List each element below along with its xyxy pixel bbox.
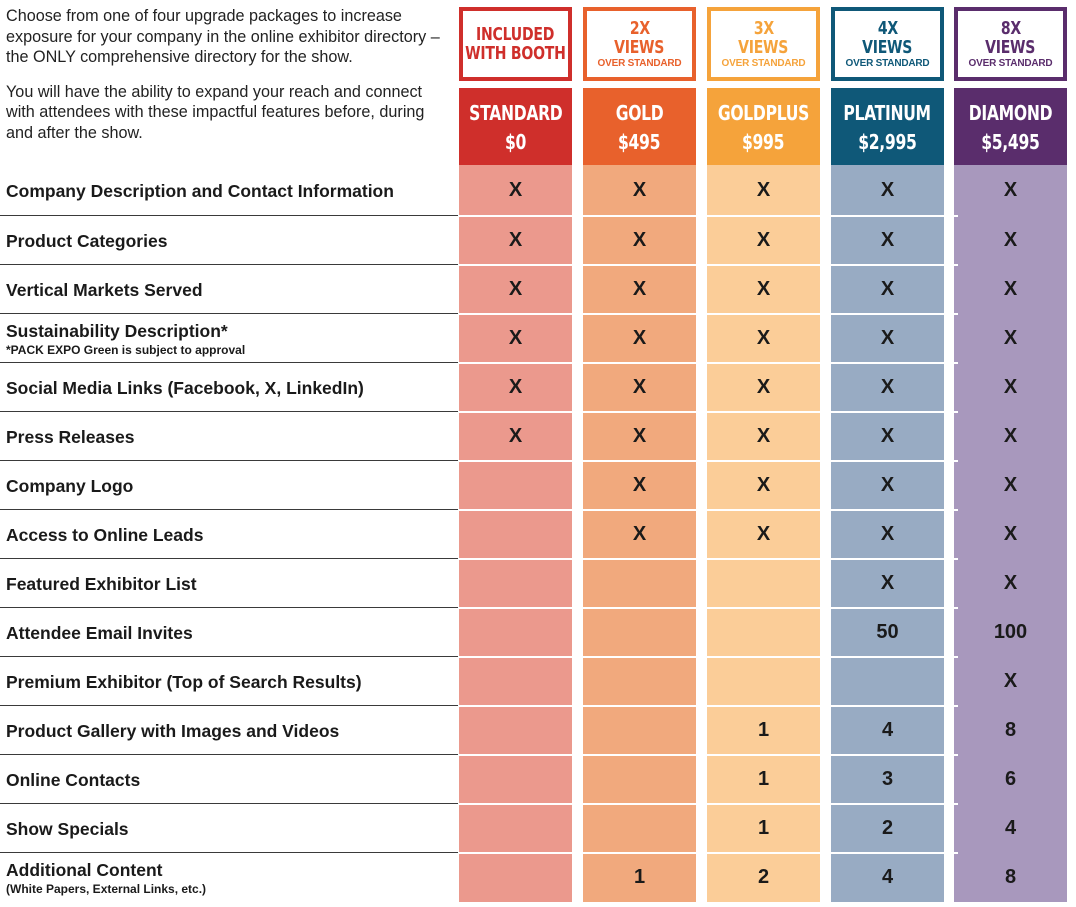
package-price: $995 bbox=[742, 130, 785, 154]
feature-label bbox=[6, 265, 446, 314]
package-price: $5,495 bbox=[981, 130, 1040, 154]
feature-value-diamond: X bbox=[1003, 327, 1018, 349]
feature-value-gold: X bbox=[632, 523, 647, 545]
feature-value-diamond: 6 bbox=[1004, 768, 1017, 790]
feature-name: Vertical Markets Served bbox=[6, 279, 203, 300]
package-name: GOLDPLUS bbox=[717, 101, 810, 125]
feature-name: Sustainability Description* bbox=[6, 320, 228, 341]
feature-value-goldplus: X bbox=[756, 474, 771, 496]
feature-name: Online Contacts bbox=[6, 769, 141, 790]
feature-value-gold: X bbox=[632, 327, 647, 349]
views-label: VIEWS bbox=[985, 36, 1036, 58]
views-subtitle: OVER STANDARD bbox=[968, 57, 1053, 69]
feature-value-diamond: 4 bbox=[1004, 817, 1017, 839]
feature-value-diamond: 8 bbox=[1004, 719, 1017, 741]
feature-label bbox=[6, 559, 446, 608]
feature-value-platinum: X bbox=[880, 425, 895, 447]
feature-name: Product Categories bbox=[6, 230, 168, 251]
feature-value-diamond: X bbox=[1003, 179, 1018, 201]
feature-label bbox=[6, 461, 446, 510]
feature-value-diamond: X bbox=[1003, 474, 1018, 496]
intro-paragraph-2: You will have the ability to expand your reach and connect with attendees with these impactful features before, during and after the show. bbox=[6, 82, 425, 142]
feature-note: *PACK EXPO Green is subject to approval bbox=[6, 342, 246, 357]
feature-value-gold: X bbox=[632, 376, 647, 398]
views-multiplier: 8X bbox=[1000, 17, 1021, 39]
package-header-standard bbox=[459, 7, 572, 161]
feature-value-platinum: X bbox=[880, 376, 895, 398]
feature-label bbox=[6, 363, 446, 412]
views-badge-diamond bbox=[954, 7, 1067, 81]
feature-name: Featured Exhibitor List bbox=[6, 573, 197, 594]
views-label: VIEWS bbox=[614, 36, 665, 58]
feature-value-goldplus: X bbox=[756, 327, 771, 349]
feature-label bbox=[6, 165, 446, 216]
package-price: $0 bbox=[504, 130, 527, 154]
package-header-gold bbox=[583, 7, 696, 161]
views-multiplier: 3X bbox=[753, 17, 774, 39]
feature-label bbox=[6, 314, 446, 363]
package-header-goldplus bbox=[707, 7, 820, 161]
feature-value-diamond: X bbox=[1003, 572, 1018, 594]
feature-value-diamond: X bbox=[1003, 425, 1018, 447]
package-name: STANDARD bbox=[468, 101, 563, 125]
feature-label bbox=[6, 216, 446, 265]
feature-value-diamond: X bbox=[1003, 670, 1018, 692]
feature-value-gold: X bbox=[632, 229, 647, 251]
feature-value-goldplus: 1 bbox=[757, 768, 770, 790]
views-label: VIEWS bbox=[862, 36, 913, 58]
feature-label bbox=[6, 657, 446, 706]
feature-value-gold: 1 bbox=[633, 866, 646, 888]
views-subtitle: OVER STANDARD bbox=[845, 57, 930, 69]
feature-value-diamond: 100 bbox=[993, 621, 1028, 643]
package-tier-standard[interactable] bbox=[459, 88, 572, 168]
feature-name: Access to Online Leads bbox=[6, 524, 204, 545]
package-tier-platinum[interactable] bbox=[831, 88, 944, 168]
views-badge-gold bbox=[583, 7, 696, 81]
feature-name: Attendee Email Invites bbox=[6, 622, 193, 643]
feature-label bbox=[6, 412, 446, 461]
feature-value-platinum: X bbox=[880, 229, 895, 251]
views-label: VIEWS bbox=[738, 36, 789, 58]
feature-value-goldplus: 2 bbox=[757, 866, 770, 888]
feature-name: Company Logo bbox=[6, 475, 134, 496]
feature-value-platinum: 50 bbox=[876, 621, 899, 643]
feature-label bbox=[6, 755, 446, 804]
feature-value-gold: X bbox=[632, 278, 647, 300]
feature-name: Premium Exhibitor (Top of Search Results) bbox=[6, 671, 362, 692]
package-tier-goldplus[interactable] bbox=[707, 88, 820, 168]
feature-value-goldplus: X bbox=[756, 376, 771, 398]
views-multiplier: INCLUDED bbox=[476, 24, 555, 45]
package-header-diamond bbox=[954, 7, 1067, 161]
feature-value-goldplus: X bbox=[756, 229, 771, 251]
feature-value-gold: X bbox=[632, 179, 647, 201]
feature-name: Show Specials bbox=[6, 818, 129, 839]
package-price: $495 bbox=[618, 130, 661, 154]
feature-value-gold: X bbox=[632, 425, 647, 447]
views-subtitle: OVER STANDARD bbox=[721, 57, 806, 69]
feature-value-standard: X bbox=[508, 425, 523, 447]
package-header-platinum bbox=[831, 7, 944, 161]
intro-paragraph-1: Choose from one of four upgrade packages to increase exposure for your company in the online exhibitor directory – the ONLY comprehensive directory for the show. bbox=[6, 7, 440, 66]
feature-value-diamond: X bbox=[1003, 376, 1018, 398]
feature-value-platinum: X bbox=[880, 278, 895, 300]
views-label: WITH BOOTH bbox=[465, 43, 566, 64]
views-subtitle: OVER STANDARD bbox=[597, 57, 682, 69]
intro-text bbox=[6, 6, 451, 143]
feature-value-standard: X bbox=[508, 278, 523, 300]
feature-value-standard: X bbox=[508, 179, 523, 201]
feature-value-platinum: 3 bbox=[881, 768, 894, 790]
package-tier-gold[interactable] bbox=[583, 88, 696, 168]
package-name: GOLD bbox=[615, 101, 664, 125]
feature-name: Press Releases bbox=[6, 426, 135, 447]
feature-value-platinum: X bbox=[880, 179, 895, 201]
feature-value-goldplus: X bbox=[756, 523, 771, 545]
feature-value-goldplus: 1 bbox=[757, 817, 770, 839]
views-multiplier: 4X bbox=[877, 17, 898, 39]
package-name: PLATINUM bbox=[843, 101, 932, 125]
feature-label bbox=[6, 706, 446, 755]
feature-value-diamond: X bbox=[1003, 523, 1018, 545]
feature-value-platinum: X bbox=[880, 523, 895, 545]
feature-value-diamond: X bbox=[1003, 278, 1018, 300]
feature-value-diamond: X bbox=[1003, 229, 1018, 251]
feature-value-goldplus: 1 bbox=[757, 719, 770, 741]
feature-label bbox=[6, 853, 446, 902]
feature-value-platinum: X bbox=[880, 327, 895, 349]
feature-name: Social Media Links (Facebook, X, LinkedIn) bbox=[6, 377, 364, 398]
views-badge-platinum bbox=[831, 7, 944, 81]
feature-value-goldplus: X bbox=[756, 179, 771, 201]
feature-value-goldplus: X bbox=[756, 425, 771, 447]
feature-value-platinum: X bbox=[880, 572, 895, 594]
views-badge-goldplus bbox=[707, 7, 820, 81]
feature-value-standard: X bbox=[508, 229, 523, 251]
feature-value-platinum: 4 bbox=[881, 866, 894, 888]
feature-value-diamond: 8 bbox=[1004, 866, 1017, 888]
feature-name: Company Description and Contact Information bbox=[6, 180, 394, 201]
views-badge-standard bbox=[459, 7, 572, 81]
feature-label bbox=[6, 510, 446, 559]
feature-value-platinum: 4 bbox=[881, 719, 894, 741]
feature-value-standard: X bbox=[508, 376, 523, 398]
feature-name: Additional Content bbox=[6, 859, 163, 880]
feature-label bbox=[6, 804, 446, 853]
feature-label bbox=[6, 608, 446, 657]
feature-value-platinum: X bbox=[880, 474, 895, 496]
feature-value-gold: X bbox=[632, 474, 647, 496]
package-name: DIAMOND bbox=[968, 101, 1053, 125]
feature-name: Product Gallery with Images and Videos bbox=[6, 720, 340, 741]
feature-value-platinum: 2 bbox=[881, 817, 894, 839]
package-price: $2,995 bbox=[858, 130, 917, 154]
feature-value-standard: X bbox=[508, 327, 523, 349]
views-multiplier: 2X bbox=[629, 17, 650, 39]
feature-note: (White Papers, External Links, etc.) bbox=[6, 881, 207, 896]
feature-value-goldplus: X bbox=[756, 278, 771, 300]
package-tier-diamond[interactable] bbox=[954, 88, 1067, 168]
